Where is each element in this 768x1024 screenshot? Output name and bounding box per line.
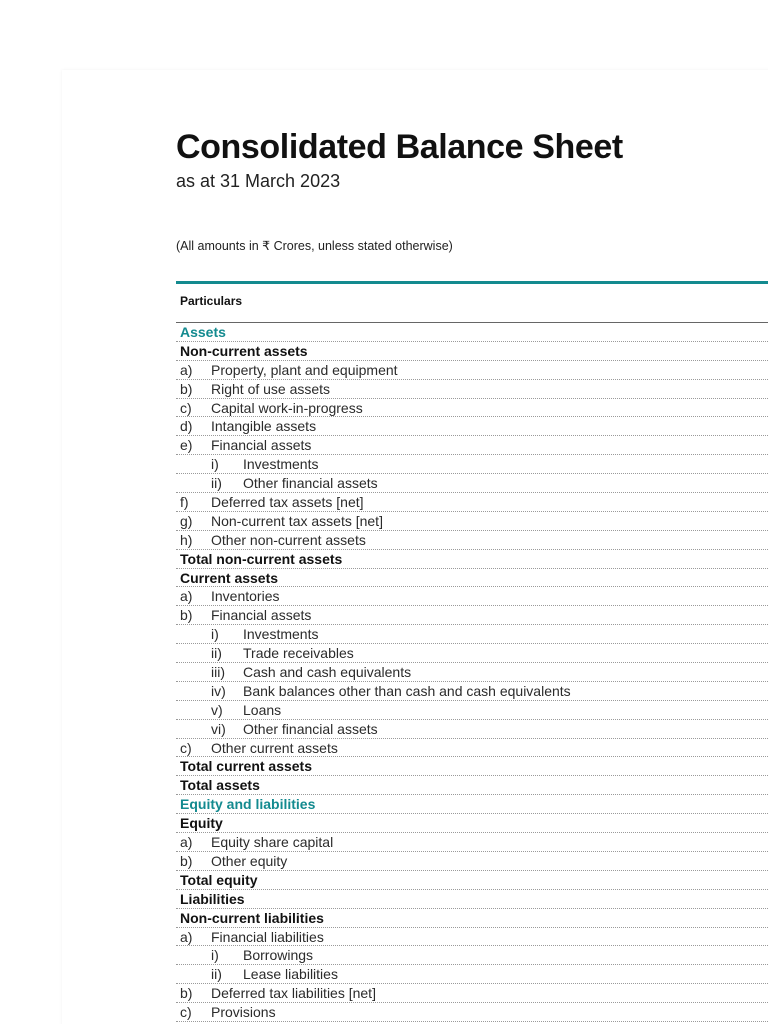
page-subtitle: as at 31 March 2023 [176, 171, 341, 191]
line-item [176, 587, 768, 606]
line-item [176, 417, 768, 436]
item-label: b) [180, 852, 193, 869]
line-item [176, 720, 768, 739]
subtotal-row: Total non-current assets [176, 550, 768, 569]
section-heading: Equity and liabilities [176, 795, 768, 814]
item-label: ii) [211, 966, 222, 983]
line-item [176, 399, 768, 418]
subtotal-row: Total current assets [176, 757, 768, 776]
column-header-particulars: Particulars [180, 294, 243, 308]
item-text: Other financial assets [243, 475, 378, 492]
item-label: i) [211, 456, 219, 473]
item-label: v) [211, 701, 223, 718]
item-label: h) [180, 531, 193, 548]
line-item [176, 644, 768, 663]
line-item [176, 984, 768, 1003]
item-label: a) [180, 361, 193, 378]
item-text: Property, plant and equipment [211, 361, 398, 378]
line-item [176, 663, 768, 682]
item-text: Financial assets [211, 607, 312, 624]
line-item [176, 852, 768, 871]
item-text: Loans [243, 701, 282, 718]
item-text: Cash and cash equivalents [243, 664, 412, 681]
section-heading: Assets [176, 323, 768, 342]
item-text: Bank balances other than cash and cash equivalents [243, 682, 571, 699]
line-item [176, 436, 768, 455]
subtotal-row: Total assets [176, 776, 768, 795]
subtotal-row: Non-current liabilities [176, 909, 768, 928]
item-text: Other non-current assets [211, 531, 366, 548]
line-item [176, 701, 768, 720]
item-text: Investments [243, 626, 319, 643]
item-label: c) [180, 399, 192, 416]
accent-rule [176, 281, 768, 284]
item-label: i) [211, 947, 219, 964]
item-text: Investments [243, 456, 319, 473]
item-text: Capital work-in-progress [211, 399, 363, 416]
item-label: a) [180, 588, 193, 605]
line-item [176, 625, 768, 644]
item-text: Deferred tax assets [net] [211, 494, 364, 511]
amounts-note: (All amounts in ₹ Crores, unless stated otherwise) [176, 239, 453, 253]
item-text: Other financial assets [243, 720, 378, 737]
item-label: iv) [211, 682, 226, 699]
item-text: Intangible assets [211, 418, 317, 435]
line-item [176, 606, 768, 625]
line-item [176, 682, 768, 701]
subtotal-row: Current assets [176, 569, 768, 588]
item-label: c) [180, 739, 192, 756]
item-label: a) [180, 928, 193, 945]
item-label: e) [180, 437, 193, 454]
page-title: Consolidated Balance Sheet [176, 128, 623, 166]
item-text: Trade receivables [243, 645, 354, 662]
particulars-list [176, 323, 768, 1022]
item-text: Right of use assets [211, 380, 331, 397]
line-item [176, 965, 768, 984]
item-label: b) [180, 607, 193, 624]
item-label: f) [180, 494, 189, 511]
line-item [176, 946, 768, 965]
item-text: Other equity [211, 852, 288, 869]
line-item [176, 739, 768, 758]
item-label: i) [211, 626, 219, 643]
item-label: g) [180, 512, 193, 529]
line-item [176, 361, 768, 380]
item-text: Equity share capital [211, 834, 334, 851]
item-label: a) [180, 834, 193, 851]
item-label: vi) [211, 720, 226, 737]
item-text: Inventories [211, 588, 280, 605]
subtotal-row: Equity [176, 814, 768, 833]
subtotal-row: Total equity [176, 871, 768, 890]
item-text: Financial liabilities [211, 928, 324, 945]
item-text: Deferred tax liabilities [net] [211, 985, 376, 1002]
line-item [176, 833, 768, 852]
item-text: Financial assets [211, 437, 312, 454]
line-item [176, 512, 768, 531]
line-item [176, 928, 768, 947]
item-label: b) [180, 380, 193, 397]
item-text: Non-current tax assets [net] [211, 512, 383, 529]
item-label: d) [180, 418, 193, 435]
subtotal-row: Non-current assets [176, 342, 768, 361]
item-text: Lease liabilities [243, 966, 338, 983]
line-item [176, 474, 768, 493]
item-text: Provisions [211, 1004, 276, 1021]
item-text: Borrowings [243, 947, 314, 964]
item-label: b) [180, 985, 193, 1002]
item-label: iii) [211, 664, 225, 681]
line-item [176, 380, 768, 399]
item-label: ii) [211, 645, 222, 662]
item-label: c) [180, 1004, 192, 1021]
item-label: ii) [211, 475, 222, 492]
line-item [176, 455, 768, 474]
subtotal-row: Liabilities [176, 890, 768, 909]
item-text: Other current assets [211, 739, 338, 756]
line-item [176, 493, 768, 512]
line-item [176, 1003, 768, 1022]
line-item [176, 531, 768, 550]
